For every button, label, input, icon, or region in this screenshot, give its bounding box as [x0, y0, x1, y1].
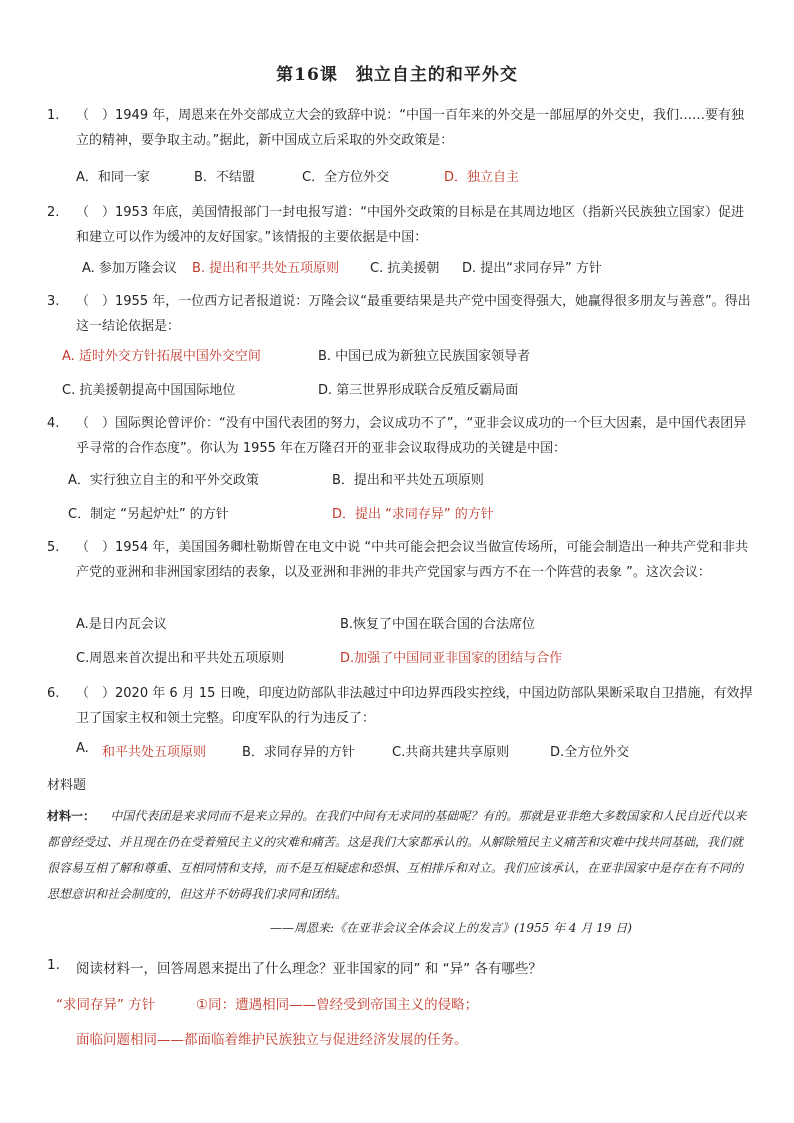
option-c: C.共商共建共享原则 — [392, 745, 510, 760]
option-a-answer: A. 适时外交方针拓展中国外交空间 — [62, 349, 261, 364]
option-d-answer: D．提出 “求同存异” 的方针 — [332, 507, 494, 522]
option-b: B. 中国已成为新独立民族国家领导者 — [318, 349, 531, 364]
option-b: B.恢复了中国在联合国的合法席位 — [340, 617, 536, 632]
question-text: （ ）1949 年，周恩来在外交部成立大会的致辞中说：“中国一百年来的外交是一部屈厚的外交史，我们……要有独立的精神，要争取主动。”据此，新中国成立后采取的外交政策是： — [76, 108, 744, 148]
question-text: （ ）国际舆论曾评价：“没有中国代表团的努力，会议成功不了”，“亚非会议成功的一个巨大因素，是中国代表团异乎寻常的合作态度”。你认为 1955 年在万隆召开的亚非会议取得成功的关键是中国： — [76, 416, 747, 456]
question-number: 2. — [47, 205, 60, 220]
material-passage — [47, 803, 747, 907]
answer-line-2: 面临问题相同——都面临着维护民族独立与促进经济发展的任务。 — [76, 1032, 468, 1048]
option-a-answer: 和平共处五项原则 — [102, 745, 207, 760]
page-title: 第16课 独立自主的和平外交 — [276, 65, 518, 85]
option-b-answer: B. 提出和平共处五项原则 — [192, 261, 340, 276]
option-c: C.周恩来首次提出和平共处五项原则 — [76, 651, 285, 666]
option-d-answer: D.加强了中国同亚非国家的团结与合作 — [340, 651, 563, 666]
option-d: D.全方位外交 — [550, 745, 630, 760]
option-a: A.是日内瓦会议 — [76, 617, 167, 632]
question-text: （ ）1955 年，一位西方记者报道说：万隆会议“最重要结果是共产党中国变得强大，她赢得很多朋友与善意”。得出这一结论依据是： — [76, 294, 751, 334]
question-text: （ ）1954 年，美国国务卿杜勒斯曾在电文中说 “中共可能会把会议当做宣传场所，可能会制造出一种共产党和非共产党的亚洲和非洲国家团结的表象，以及亚洲和非洲的非共产党国家与西方不在一个阵营的表象 ”。这次会议： — [76, 540, 749, 580]
sub-question-text: 阅读材料一，回答周恩来提出了什么理念？亚非国家的同” 和 “异” 各有哪些？ — [76, 961, 542, 977]
option-d-answer: D．独立自主 — [444, 170, 520, 185]
answer-line-1a: “求同存异” 方针 — [56, 997, 156, 1013]
option-a-letter: A. — [76, 741, 89, 756]
option-d: D. 提出“求同存异” 方针 — [462, 261, 602, 276]
option-c: C．全方位外交 — [302, 170, 390, 185]
option-b: B．求同存异的方针 — [242, 745, 355, 760]
question-number: 5. — [47, 540, 60, 555]
question-number: 6. — [47, 686, 60, 701]
option-b: B．不结盟 — [194, 170, 255, 185]
question-number: 4. — [47, 416, 60, 431]
option-c: C. 抗美援朝提高中国国际地位 — [62, 383, 236, 398]
question-text: （ ）1953 年底，美国情报部门一封电报写道：“中国外交政策的目标是在其周边地区（指新兴民族独立国家）促进和建立可以作为缓冲的友好国家。”该情报的主要依据是中国： — [76, 205, 744, 245]
option-c: C．制定 “另起炉灶” 的方针 — [68, 507, 229, 522]
sub-question-number: 1. — [47, 957, 60, 973]
material-label: 材料一： — [47, 809, 96, 823]
option-c: C. 抗美援朝 — [370, 261, 440, 276]
option-a: A. 参加万隆会议 — [82, 261, 177, 276]
option-d: D. 第三世界形成联合反殖反霸局面 — [318, 383, 519, 398]
material-text: 中国代表团是来求同而不是来立异的。在我们中间有无求同的基础呢？有的。那就是亚非绝大多数国家和人民自近代以来都曾经受过、并且现在仍在受着殖民主义的灾难和痛苦。这是我们大家都承认的。从解除殖民主义痛苦和灾难中找共同基础，我们就很容易互相了解和尊重、互相同情和支持，而不是互相疑虑和恐惧、互相排斥和对立。我们应该承认，在亚非国家中是存在有不同的思想意识和社会制度的，但这并不妨碍我们求同和团结。 — [47, 809, 747, 901]
option-a: A．实行独立自主的和平外交政策 — [68, 473, 259, 488]
option-b: B．提出和平共处五项原则 — [332, 473, 484, 488]
material-source: ——周恩来:《在亚非会议全体会议上的发言》(1955 年 4 月 19 日) — [270, 921, 632, 935]
question-number: 1. — [47, 108, 60, 123]
section-title: 材料题 — [47, 778, 87, 793]
option-a: A．和同一家 — [76, 170, 150, 185]
question-text: （ ）2020 年 6 月 15 日晚，印度边防部队非法越过中印边界西段实控线，中国边防部队果断采取自卫措施，有效捍卫了国家主权和领土完整。印度军队的行为违反了： — [76, 686, 753, 726]
question-number: 3. — [47, 294, 60, 309]
answer-line-1b: ①同：遭遇相同——曾经受到帝国主义的侵略； — [196, 997, 479, 1013]
